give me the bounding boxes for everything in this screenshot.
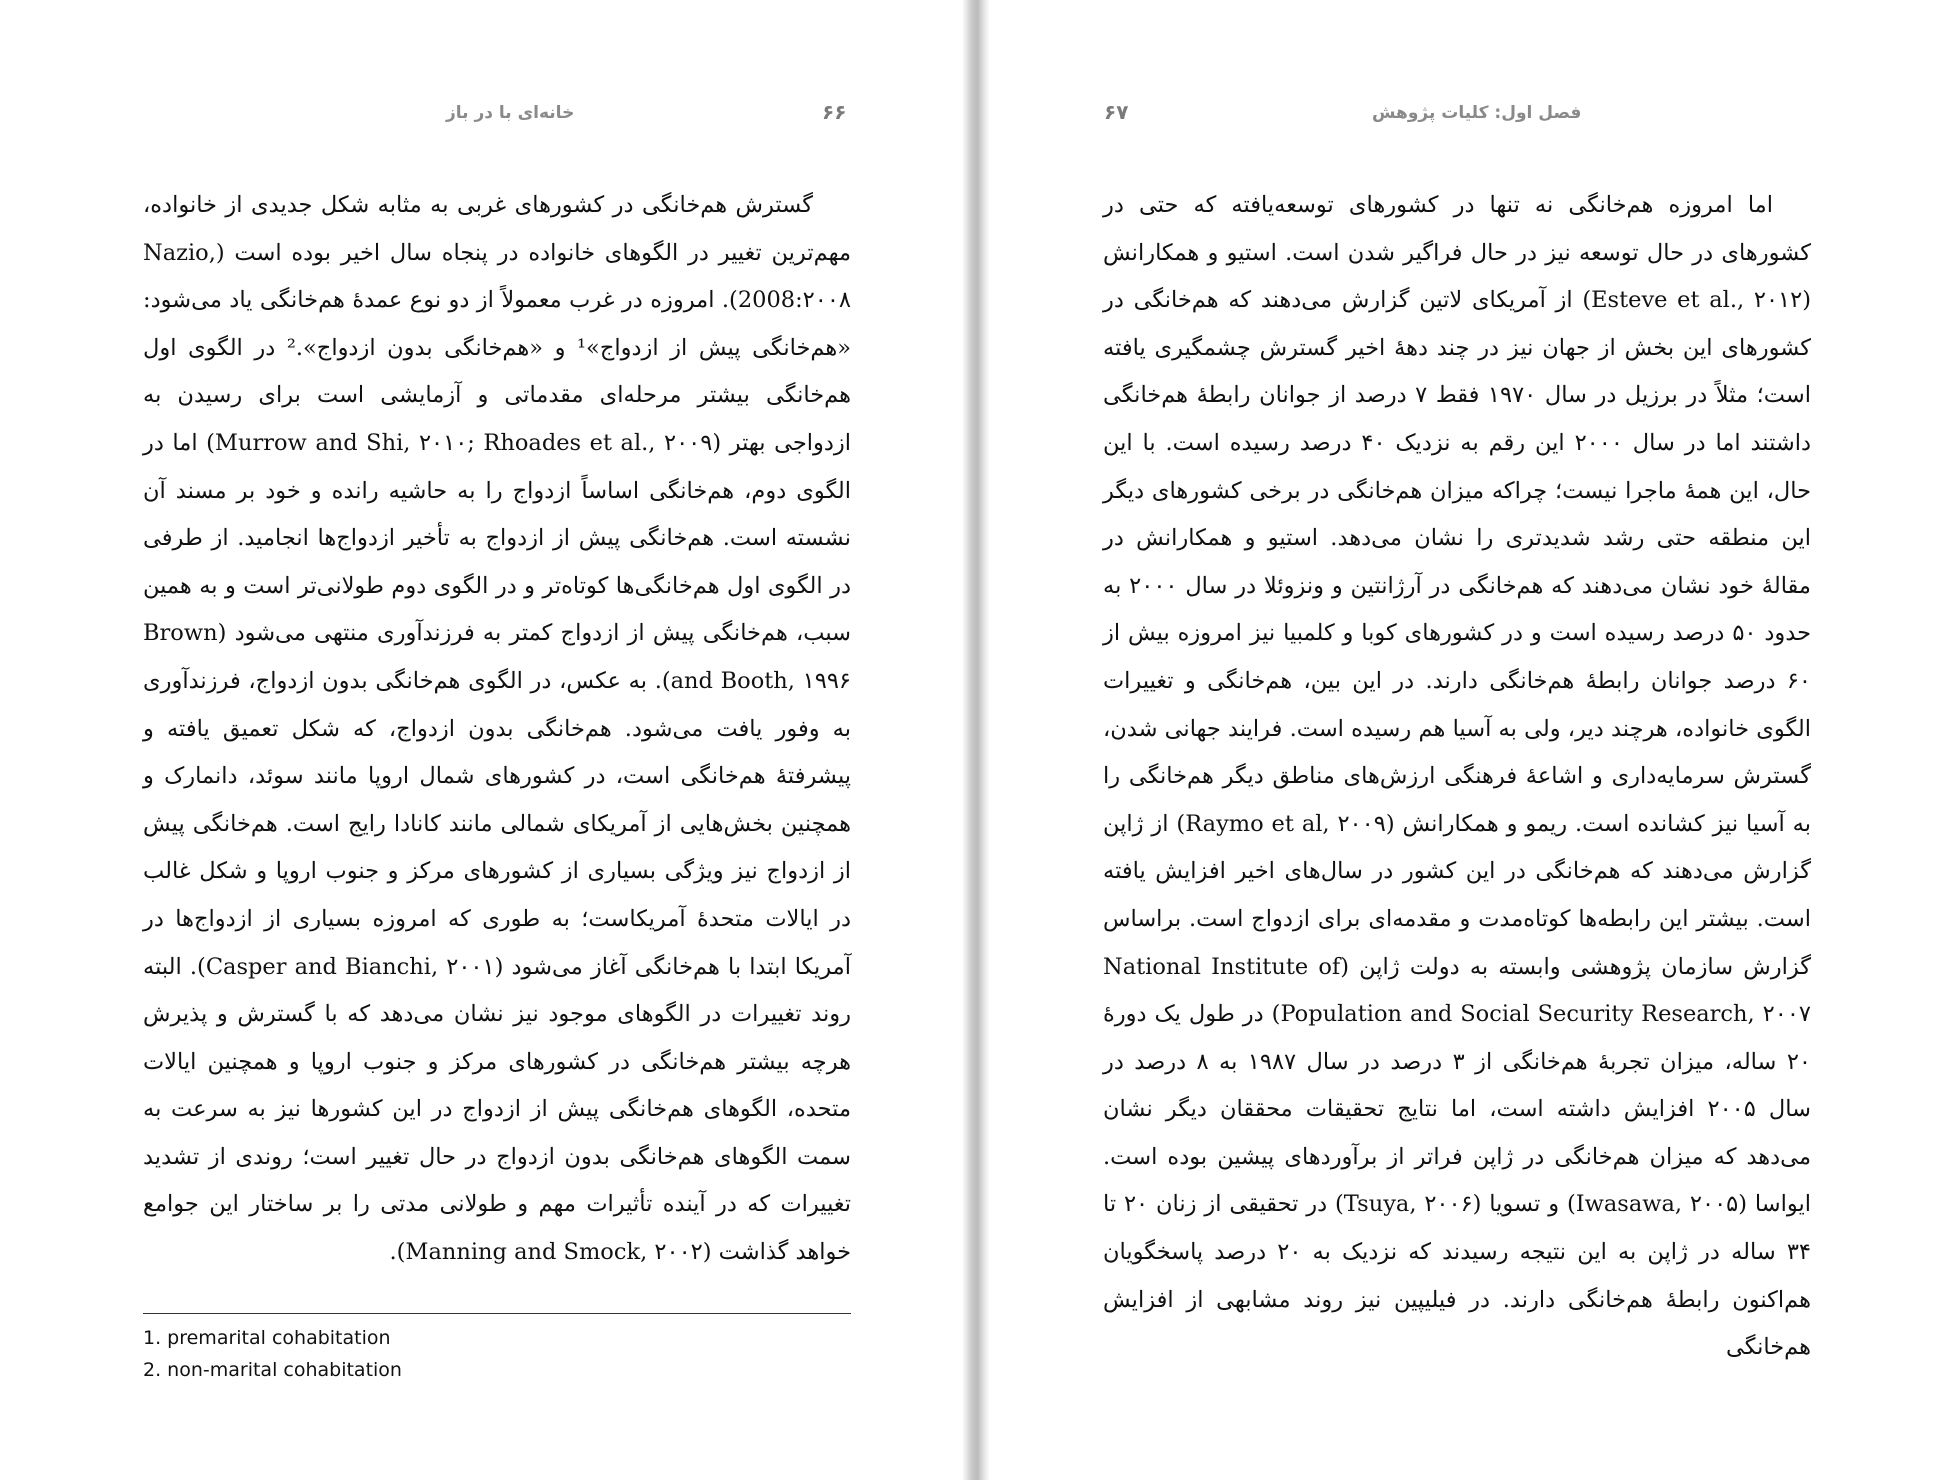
left-page bbox=[0, 0, 962, 1480]
right-page bbox=[990, 0, 1958, 1480]
footnote-2: 2. non-marital cohabitation bbox=[143, 1359, 402, 1381]
footnote-1: 1. premarital cohabitation bbox=[143, 1327, 391, 1349]
right-body-text bbox=[1103, 182, 1811, 1372]
left-body-text bbox=[143, 182, 851, 1277]
right-paragraph: اما امروزه هم‌خانگی نه تنها در کشورهای توسعه‌یافته که حتی در کشورهای در حال توسعه نیز در حال فراگیر شدن است. استیو و همکارانش (Esteve et al., ۲۰۱۲) از آمریکای لاتین گزارش می‌دهند که هم‌خانگی در کشورهای این بخش از جهان نیز در چند دههٔ اخیر گسترش چشمگیری یافته است؛ مثلاً در برزیل در سال ۱۹۷۰ فقط ۷ درصد از جوانان رابطهٔ هم‌خانگی داشتند اما در سال ۲۰۰۰ این رقم به نزدیک ۴۰ درصد رسیده است. با این حال، این همهٔ ماجرا نیست؛ چراکه میزان هم‌خانگی در برخی کشورهای دیگر این منطقه حتی رشد شدیدتری را نشان می‌دهد. استیو و همکارانش در مقالهٔ خود نشان می‌دهند که هم‌خانگی در آرژانتین و ونزوئلا در سال ۲۰۰۰ به حدود ۵۰ درصد رسیده است و در کشورهای کوبا و کلمبیا نیز امروزه بیش از ۶۰ درصد جوانان رابطهٔ هم‌خانگی دارند. در این بین، هم‌خانگی و تغییرات الگوی خانواده، هرچند دیر، ولی به آسیا هم رسیده است. فرایند جهانی شدن، گسترش سرمایه‌داری و اشاعهٔ فرهنگی ارزش‌های مناطق دیگر هم‌خانگی را به آسیا نیز کشانده است. ریمو و همکارانش (Raymo et al, ۲۰۰۹) از ژاپن گزارش می‌دهند که هم‌خانگی در این کشور در سال‌های اخیر افزایش یافته است. بیشتر این رابطه‌ها کوتاه‌مدت و مقدمه‌ای برای ازدواج است. براساس گزارش سازمان پژوهشی وابسته به دولت ژاپن (National Institute of Population and Social Security Research, ۲۰۰۷) در طول یک دورهٔ ۲۰ ساله، میزان تجربهٔ هم‌خانگی از ۳ درصد در سال ۱۹۸۷ به ۸ درصد در سال ۲۰۰۵ افزایش داشته است، اما نتایج تحقیقات محققان دیگر نشان می‌دهد که میزان هم‌خانگی در ژاپن فراتر از برآوردهای پیشین بوده است. ایواسا (Iwasawa, ۲۰۰۵) و تسویا (Tsuya, ۲۰۰۶) در تحقیقی از زنان ۲۰ تا ۳۴ ساله در ژاپن به این نتیجه رسیدند که نزدیک به ۲۰ درصد پاسخگویان هم‌اکنون رابطهٔ هم‌خانگی دارند. در فیلیپین نیز روند مشابهی از افزایش هم‌خانگی bbox=[1103, 192, 1812, 1361]
right-running-head: فصل اول: کلیات پژوهش bbox=[1372, 103, 1582, 123]
footnote-divider bbox=[143, 1313, 851, 1314]
right-page-number: ۶۷ bbox=[1104, 100, 1129, 124]
book-gutter bbox=[962, 0, 990, 1480]
footnotes bbox=[143, 1322, 851, 1386]
left-paragraph: گسترش هم‌خانگی در کشورهای غربی به مثابه شکل جدیدی از خانواده، مهم‌ترین تغییر در الگوهای خانواده در پنجاه سال اخیر بوده است (Nazio, 2008:۲۰۰۸). امروزه در غرب معمولاً از دو نوع عمدهٔ هم‌خانگی یاد می‌شود: «هم‌خانگی پیش از ازدواج»¹ و «هم‌خانگی بدون ازدواج».² در الگوی اول هم‌خانگی بیشتر مرحله‌ای مقدماتی و آزمایشی است برای رسیدن به ازدواجی بهتر (Murrow and Shi, ۲۰۱۰; Rhoades et al., ۲۰۰۹) اما در الگوی دوم، هم‌خانگی اساساً ازدواج را به حاشیه رانده و خود بر مسند آن نشسته است. هم‌خانگی پیش از ازدواج به تأخیر ازدواج‌ها انجامید. از طرفی در الگوی اول هم‌خانگی‌ها کوتاه‌تر و در الگوی دوم طولانی‌تر است و به همین سبب، هم‌خانگی پیش از ازدواج کمتر به فرزندآوری منتهی می‌شود (Brown and Booth, ۱۹۹۶). به عکس، در الگوی هم‌خانگی بدون ازدواج، فرزندآوری به وفور یافت می‌شود. هم‌خانگی بدون ازدواج، که شکل تعمیق یافته و پیشرفتهٔ هم‌خانگی است، در کشورهای شمال اروپا مانند سوئد، دانمارک و همچنین بخش‌هایی از آمریکای شمالی مانند کانادا رایج است. هم‌خانگی پیش از ازدواج نیز ویژگی بسیاری از کشورهای مرکز و جنوب اروپا و شکل غالب در ایالات متحدهٔ آمریکاست؛ به طوری که امروزه بسیاری از ازدواج‌ها در آمریکا ابتدا با هم‌خانگی آغاز می‌شود (Casper and Bianchi, ۲۰۰۱). البته روند تغییرات در الگوهای موجود نیز نشان می‌دهد که با گسترش و پذیرش هرچه بیشتر هم‌خانگی در کشورهای مرکز و جنوب اروپا و همچنین ایالات متحده، الگوهای هم‌خانگی پیش از ازدواج در این کشورها نیز به سرعت به سمت الگوهای هم‌خانگی بدون ازدواج در حال تغییر است؛ روندی از تشدید تغییرات که در آینده تأثیرات مهم و طولانی مدتی را بر ساختار این جوامع خواهد گذاشت (Manning and Smock, ۲۰۰۲). bbox=[143, 192, 852, 1266]
left-page-number: ۶۶ bbox=[822, 100, 847, 124]
left-running-head: خانه‌ای با در باز bbox=[446, 103, 575, 123]
